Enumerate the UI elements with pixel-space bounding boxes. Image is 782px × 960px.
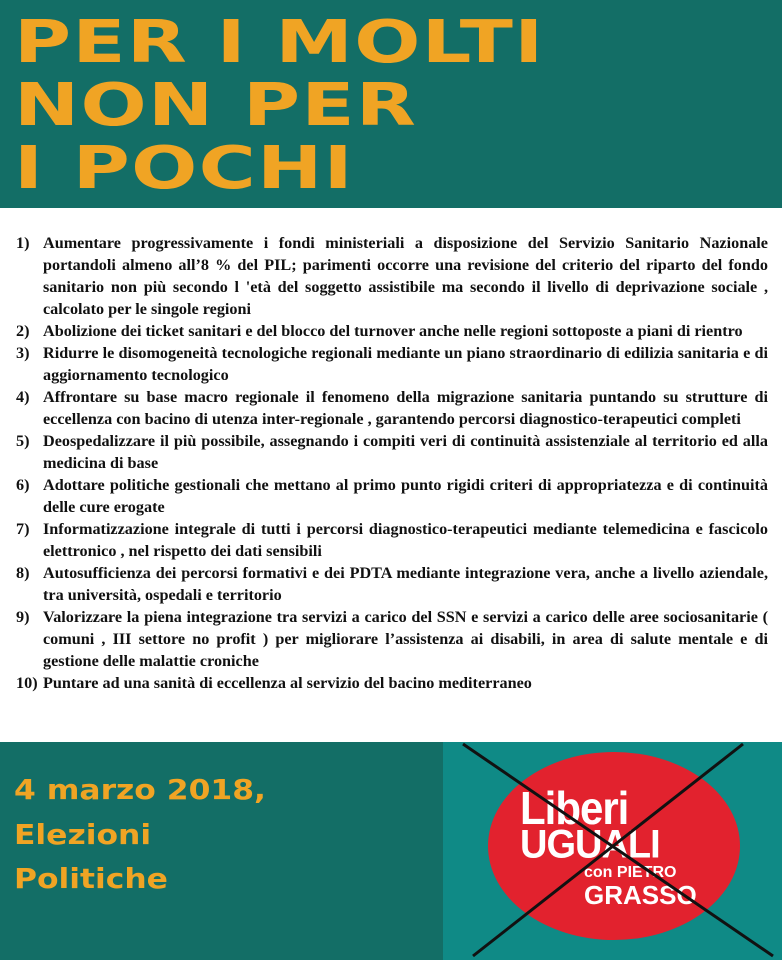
- logo-word-con: con PIETRO: [584, 864, 677, 881]
- item-text: Informatizzazione integrale di tutti i percorsi diagnostico-terapeutici mediante telemedicina e fascicolo elettronico , nel rispetto dei dati sensibili: [43, 520, 768, 560]
- logo-word-liberi: Liberi: [520, 782, 629, 834]
- item-text: Puntare ad una sanità di eccellenza al servizio del bacino mediterraneo: [43, 674, 532, 692]
- item-number: 10): [16, 674, 38, 692]
- headline-line-3: I POCHI: [14, 133, 354, 202]
- item-text: Affrontare su base macro regionale il fenomeno della migrazione sanitaria puntando su strutture di eccellenza con bacino di utenza inter-regionale , garantendo percorsi diagnostico-terapeutici completi: [43, 388, 768, 428]
- list-item: [16, 606, 768, 672]
- item-text: Adottare politiche gestionali che mettano al primo punto rigidi criteri di appropriatezza e di continuità delle cure erogate: [43, 476, 768, 516]
- election-label-1: Elezioni: [14, 818, 152, 851]
- item-number: 9): [16, 608, 30, 626]
- item-number: 8): [16, 564, 30, 582]
- item-text: Deospedalizzare il più possibile, assegnando i compiti veri di continuità assistenziale al territorio ed alla medicina di base: [43, 432, 768, 472]
- cross-stroke-1: [463, 744, 773, 956]
- item-number: 2): [16, 322, 30, 340]
- item-number: 5): [16, 432, 30, 450]
- item-number: 4): [16, 388, 30, 406]
- list-item: [16, 562, 768, 606]
- item-text: Abolizione dei ticket sanitari e del blocco del turnover anche nelle regioni sottoposte a piani di rientro: [43, 322, 743, 340]
- list-item: [16, 386, 768, 430]
- election-label-2: Politiche: [14, 862, 168, 895]
- program-points-list: [16, 232, 768, 694]
- item-text: Autosufficienza dei percorsi formativi e dei PDTA mediante integrazione vera, anche a livello aziendale, tra università, ospedali e territorio: [43, 564, 768, 604]
- item-number: 3): [16, 344, 30, 362]
- list-item: [16, 320, 768, 342]
- item-text: Ridurre le disomogeneità tecnologiche regionali mediante un piano straordinario di edilizia sanitaria e di aggiornamento tecnologico: [43, 344, 768, 384]
- list-item: [16, 232, 768, 320]
- headline-line-2: NON PER: [14, 70, 418, 139]
- cross-stroke-2: [473, 744, 743, 956]
- list-item: [16, 430, 768, 474]
- list-item: [16, 672, 768, 694]
- item-number: 1): [16, 234, 30, 252]
- item-text: Valorizzare la piena integrazione tra servizi a carico del SSN e servizi a carico delle aree sociosanitarie ( comuni , III settore no profit ) per migliorare l’assistenza ai disabili, in area di salute mentale e di gestione delle malattie croniche: [43, 608, 768, 670]
- item-number: 7): [16, 520, 30, 538]
- headline-line-1: PER I MOLTI: [14, 7, 545, 76]
- item-text: Aumentare progressivamente i fondi ministeriali a disposizione del Servizio Sanitario Nazionale portandoli almeno all’8 % del PIL; parimenti occorre una revisione del criterio del riparto del fondo sanitario non più secondo l 'età del soggetto assistibile ma secondo il livello di deprivazione sociale , calcolato per le singole regioni: [43, 234, 768, 318]
- election-date: 4 marzo 2018,: [14, 773, 266, 806]
- item-number: 6): [16, 476, 30, 494]
- logo-word-uguali: UGUALI: [520, 823, 660, 868]
- list-item: [16, 342, 768, 386]
- vote-cross-icon: [443, 742, 782, 960]
- list-item: [16, 518, 768, 562]
- logo-word-grasso: GRASSO: [584, 880, 697, 910]
- list-item: [16, 474, 768, 518]
